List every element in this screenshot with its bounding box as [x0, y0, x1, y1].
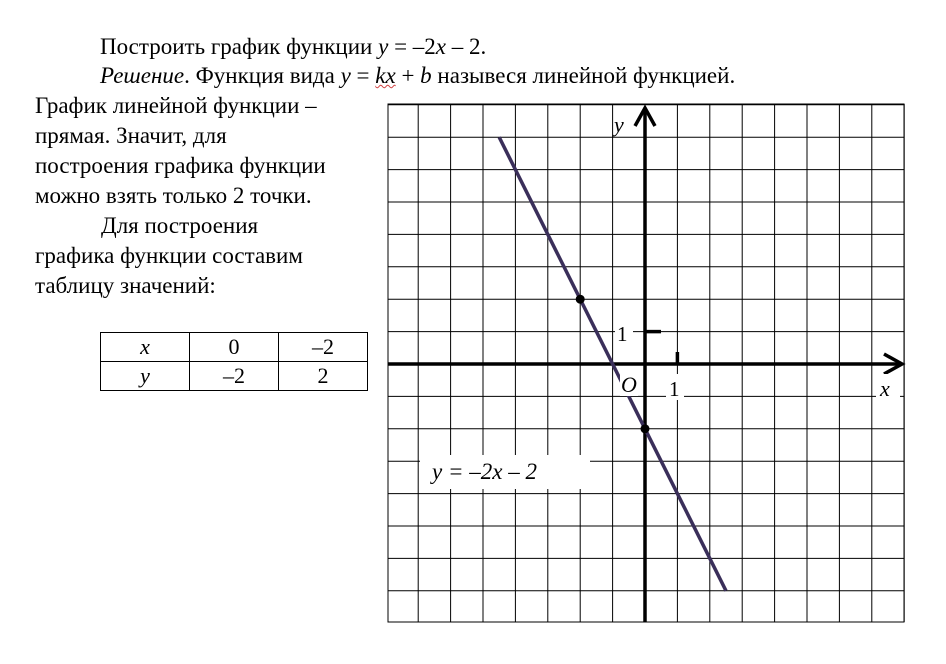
paragraph-line: Для построения: [101, 213, 259, 238]
paragraph-line: можно взять только 2 точки.: [35, 183, 312, 208]
data-point: [641, 424, 650, 433]
solution-text: . Функция вида: [184, 63, 341, 88]
paragraph-line: График линейной функции –: [35, 93, 317, 118]
solution-text: =: [350, 63, 376, 88]
paragraph-line: прямая. Значит, для: [35, 123, 227, 148]
var-y: y: [340, 63, 351, 88]
paragraph-line: графика функции составим: [35, 243, 303, 268]
table-header-y: y: [101, 362, 190, 391]
y-unit-label: 1: [617, 322, 628, 346]
table-header-x: x: [101, 333, 190, 362]
table-cell: 0: [190, 333, 279, 362]
var-b: b: [420, 63, 432, 88]
statement-text: = –2: [388, 34, 436, 59]
x-axis-label: x: [880, 376, 890, 401]
var-x: x: [435, 34, 447, 59]
var-kx: kx: [375, 63, 396, 88]
y-axis-label: y: [614, 112, 624, 137]
paragraph-line: таблицу значений:: [35, 273, 216, 298]
function-annotation: y = –2x – 2: [432, 459, 537, 484]
var-y: y: [378, 34, 389, 59]
table-cell: –2: [190, 362, 279, 391]
solution-text: назывеся линейной функцией.: [431, 63, 736, 88]
axes: [388, 108, 902, 622]
origin-label: O: [621, 372, 637, 397]
x-unit-label: 1: [669, 377, 680, 401]
statement-text: – 2.: [446, 34, 487, 59]
solution-text: +: [395, 63, 421, 88]
statement-text: Построить график функции: [100, 34, 379, 59]
table-cell: –2: [279, 333, 368, 362]
solution-word: Решение: [100, 63, 185, 88]
paragraph-line: построения графика функции: [35, 153, 326, 178]
table-cell: 2: [279, 362, 368, 391]
label-layer: [420, 112, 900, 489]
data-point: [576, 295, 585, 304]
